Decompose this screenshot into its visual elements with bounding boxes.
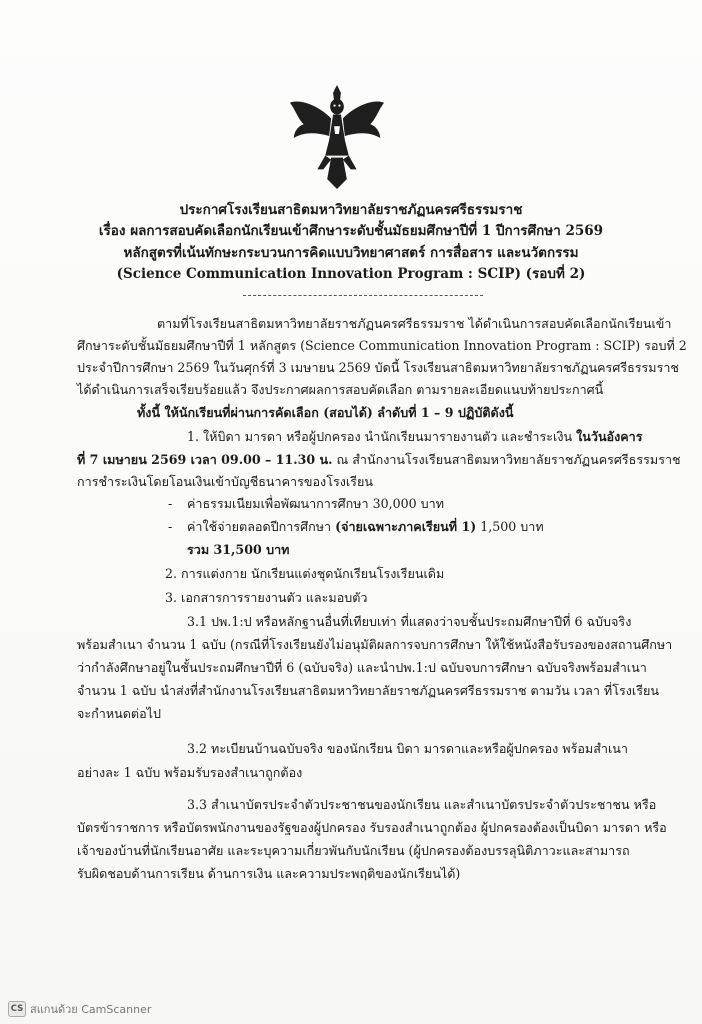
item1-line-2	[77, 451, 681, 469]
subject-label: เรื่อง	[98, 223, 126, 239]
fee-dash-2: -	[168, 519, 173, 534]
item33-line-4: รับผิดชอบด้านการเรียน ด้านการเงิน และความประพฤติของนักเรียนได้)	[77, 866, 461, 881]
item31-line-2: พร้อมสำเนา จำนวน 1 ฉบับ (กรณีที่โรงเรียนยังไม่อนุมัติผลการจบการศึกษา ให้ใช้หนังสือรับรองของสถานศึกษา	[77, 637, 673, 652]
camscanner-watermark	[8, 1000, 151, 1018]
fee-total: รวม 31,500 บาท	[187, 542, 290, 557]
item32-line-1: 3.2 ทะเบียนบ้านฉบับจริง ของนักเรียน บิดา มารดาและหรือผู้ปกครอง พร้อมสำเนา	[187, 741, 628, 756]
fee-item-1: ค่าธรรมเนียมเพื่อพัฒนาการศึกษา 30,000 บาท	[187, 496, 445, 511]
item33-line-3: เจ้าของบ้านที่นักเรียนอาศัย และระบุความเกี่ยวพันกับนักเรียน (ผู้ปกครองต้องบรรลุนิติภาวะและสามารถ	[77, 843, 630, 858]
camscanner-text: สแกนด้วย CamScanner	[30, 1003, 152, 1016]
fee-item-2-label: ค่าใช้จ่ายตลอดปีการศึกษา	[187, 519, 332, 534]
item1-line-3: การชำระเงินโดยโอนเงินเข้าบัญชีธนาคารของโรงเรียน	[77, 474, 373, 489]
intro-line-2: ศึกษาระดับชั้นมัธยมศึกษาปีที่ 1 หลักสูตร (Science Communication Innovation Program : SCIP) รอบที่ 2	[77, 338, 687, 353]
item1-date-time: ที่ 7 เมษายน 2569 เวลา 09.00 – 11.30 น.	[77, 452, 333, 467]
announcement-title: ประกาศโรงเรียนสาธิตมหาวิทยาลัยราชภัฏนครศรีธรรมราช	[179, 202, 523, 218]
item31-line-1: 3.1 ปพ.1:ป หรือหลักฐานอื่นที่เทียบเท่า ที่แสดงว่าจบชั้นประถมศึกษาปีที่ 6 ฉบับจริง	[187, 614, 632, 629]
item2-dress-code: 2. การแต่งกาย นักเรียนแต่งชุดนักเรียนโรงเรียนเดิม	[165, 566, 445, 581]
fee-item-2-amount: 1,500 บาท	[480, 519, 544, 534]
camscanner-icon: CS	[8, 1001, 26, 1017]
intro-line-1: ตามที่โรงเรียนสาธิตมหาวิทยาลัยราชภัฏนครศรีธรรมราช ได้ดำเนินการสอบคัดเลือกนักเรียนเข้า	[157, 316, 672, 331]
item3-documents: 3. เอกสารการรายงานตัว และมอบตัว	[165, 590, 368, 605]
program-name-english: (Science Communication Innovation Program : SCIP) (รอบที่ 2)	[116, 266, 586, 282]
fee-item-2-note: (จ่ายเฉพาะภาคเรียนที่ 1)	[335, 519, 477, 534]
item31-line-4: จำนวน 1 ฉบับ นำส่งที่สำนักงานโรงเรียนสาธิตมหาวิทยาลัยราชภัฏนครศรีธรรมราช ตามวัน เวลา ที่โรงเรียน	[77, 683, 659, 698]
item33-line-1: 3.3 สำเนาบัตรประจำตัวประชาชนของนักเรียน และสำเนาบัตรประจำตัวประชาชน หรือ	[187, 797, 657, 812]
instruction-heading: ทั้งนี้ ให้นักเรียนที่ผ่านการคัดเลือก (สอบได้) ลำดับที่ 1 – 9 ปฏิบัติดังนี้	[137, 405, 514, 420]
garuda-emblem-icon	[288, 82, 386, 192]
item1-location: ณ สำนักงานโรงเรียนสาธิตมหาวิทยาลัยราชภัฏนครศรีธรรมราช	[336, 452, 681, 467]
header-separator	[243, 295, 483, 296]
announcement-subject	[40, 222, 662, 240]
item1-line-1-text: 1. ให้บิดา มารดา หรือผู้ปกครอง นำนักเรียนมารายงานตัว และชำระเงิน	[187, 429, 573, 444]
item33-line-2: บัตรข้าราชการ หรือบัตรพนักงานของรัฐของผู้ปกครอง รับรองสำเนาถูกต้อง ผู้ปกครองต้องเป็นบิดา มารดา หรือ	[77, 820, 667, 835]
item1-line-1-date: ในวันอังคาร	[576, 429, 643, 444]
fee-item-2	[187, 518, 544, 536]
fee-dash-1: -	[168, 496, 173, 511]
intro-line-4: ได้ดำเนินการเสร็จเรียบร้อยแล้ว จึงประกาศผลการสอบคัดเลือก ตามรายละเอียดแนบท้ายประกาศนี้	[77, 382, 604, 397]
item1-line-1	[187, 428, 643, 446]
item31-line-3: ว่ากำลังศึกษาอยู่ในชั้นประถมศึกษาปีที่ 6 (ฉบับจริง) และนำปพ.1:ป ฉบับจบการศึกษา ฉบับจริงพร้อมสำเนา	[77, 660, 647, 675]
item31-line-5: จะกำหนดต่อไป	[77, 706, 161, 721]
subject-text: ผลการสอบคัดเลือกนักเรียนเข้าศึกษาระดับชั้นมัธยมศึกษาปีที่ 1 ปีการศึกษา 2569	[130, 223, 604, 239]
intro-line-3: ประจำปีการศึกษา 2569 ในวันศุกร์ที่ 3 เมษายน 2569 บัดนี้ โรงเรียนสาธิตมหาวิทยาลัยราชภัฏนครศรีธรรมราช	[77, 360, 679, 375]
item32-line-2: อย่างละ 1 ฉบับ พร้อมรับรองสำเนาถูกต้อง	[77, 765, 303, 780]
program-name-thai: หลักสูตรที่เน้นทักษะกระบวนการคิดแบบวิทยาศาสตร์ การสื่อสาร และนวัตกรรม	[123, 245, 579, 261]
